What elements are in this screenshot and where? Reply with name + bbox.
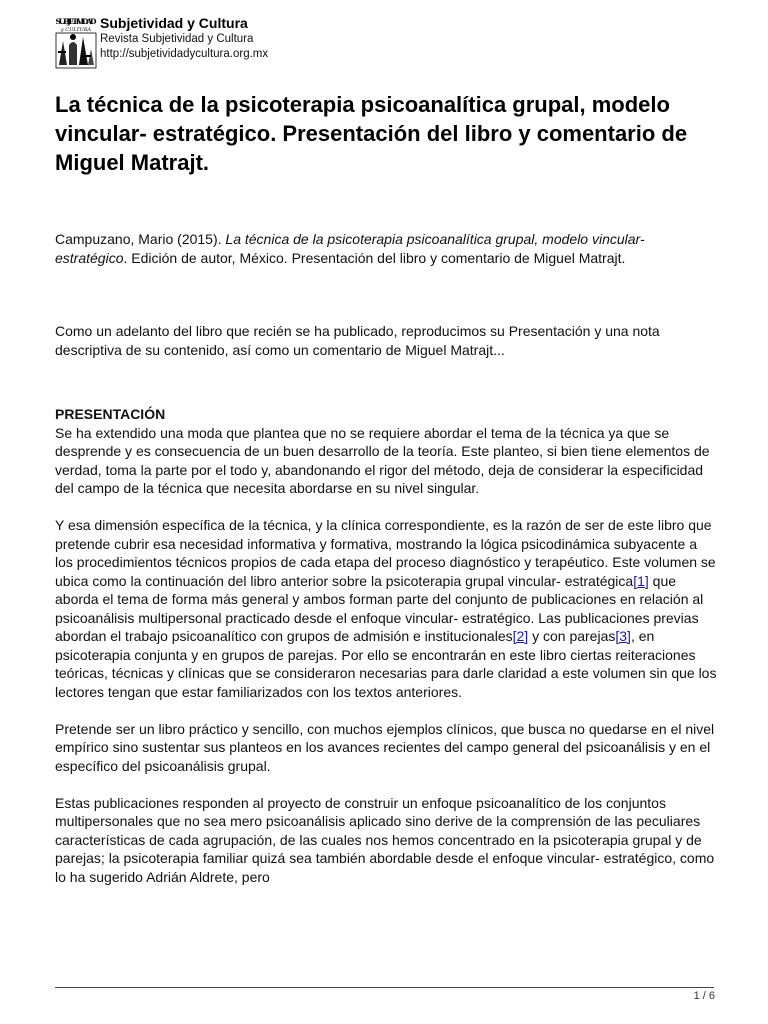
paragraph-2-part-c: y con parejas: [528, 628, 616, 644]
paragraph-2: [55, 516, 717, 701]
footnote-link-2[interactable]: [2]: [512, 628, 529, 644]
citation: [55, 230, 717, 267]
footnote-link-3[interactable]: [3]: [615, 628, 631, 644]
citation-author-year: Campuzano, Mario (2015).: [55, 231, 226, 247]
site-logo: [55, 15, 97, 69]
article-title: La técnica de la psicoterapia psicoanalítica grupal, modelo vincular- estratégico. Presentación del libro y comentario de Miguel Matrajt.: [55, 92, 688, 175]
svg-text:y CULTURA: y CULTURA: [60, 27, 92, 33]
page-number: 1 / 6: [693, 990, 715, 1002]
site-subtitle: Revista Subjetividad y Cultura: [100, 33, 254, 45]
paragraph-4: Estas publicaciones responden al proyecto de construir un enfoque psicoanalítico de los conjuntos multipersonales que no sea mero psicoanálisis aplicado sino derive de la comprensión de las peculiares características de cada agrupación, de las cuales nos hemos concentrado en la psicoterapia grupal y de parejas; la psicoterapia familiar quizá sea también abordable desde el enfoque vincular- estratégico, como lo ha sugerido Adrián Aldrete, pero: [55, 794, 715, 885]
site-url[interactable]: http://subjetividadycultura.org.mx: [100, 48, 269, 60]
paragraph-2-part-a: Y esa dimensión específica de la técnica, y la clínica correspondiente, es la razón de ser de este libro que pretende cubrir esa necesidad informativa y formativa, mostrando la lógica psicodinámica subyacente a los procedimientos técnicos propios de cada etapa del proceso diagnóstico y terapéutico. Este volumen se ubica como la continuación del libro anterior sobre la psicoterapia grupal vincular- estratégica: [55, 517, 716, 589]
paragraph-1: Se ha extendido una moda que plantea que no se requiere abordar el tema de la técnica ya que se desprende y es consecuencia de un buen desarrollo de la teoría. Este planteo, si bien tiene elementos de verdad, toma la parte por el todo y, abandonando el rigor del método, deja de considerar la especificidad del campo de la técnica que necesita abordarse en su nivel singular.: [55, 424, 710, 496]
header-text-block: [100, 14, 268, 62]
footer-divider: [55, 987, 714, 988]
intro-paragraph: Como un adelanto del libro que recién se ha publicado, reproducimos su Presentación y una nota descriptiva de su contenido, así como un comentario de Miguel Matrajt...: [55, 323, 660, 358]
site-name: Subjetividad y Cultura: [100, 15, 248, 31]
citation-rest: . Edición de autor, México. Presentación del libro y comentario de Miguel Matrajt.: [123, 249, 626, 266]
section-heading: PRESENTACIÓN: [55, 406, 166, 422]
footnote-link-1[interactable]: [1]: [633, 572, 649, 589]
paragraph-3: Pretende ser un libro práctico y sencillo, con muchos ejemplos clínicos, que busca no quedarse en el nivel empírico sino sustentar sus planteos en los avances recientes del campo general del psicoanálisis y en el específico del psicoanálisis grupal.: [55, 720, 715, 774]
article-body: [55, 230, 717, 886]
paragraph-2-part-b: que aborda el tema de forma más general y ambos forman parte del conjunto de publicaciones en relación al psicoanálisis multipersonal practicado desde el enfoque vincular- estratégico. Las publicaciones previas abordan el trabajo psicoanalítico con grupos de admisión e institucionales: [55, 572, 704, 644]
site-header: [55, 14, 705, 70]
paragraph-2-part-d: , en psicoterapia conjunta y en grupos de parejas. Por ello se encontrarán en este libro ciertas reiteraciones teóricas, técnicas y clínicas que se consideraron necesarias para darle claridad a este volumen sin que los lectores tengan que estar familiarizados con los textos anteriores.: [55, 628, 717, 700]
citation-book-title: La técnica de la psicoterapia psicoanalítica grupal, modelo vincular- estratégico: [55, 231, 645, 266]
svg-text:SUBJETIVIDAD: SUBJETIVIDAD: [55, 17, 97, 26]
